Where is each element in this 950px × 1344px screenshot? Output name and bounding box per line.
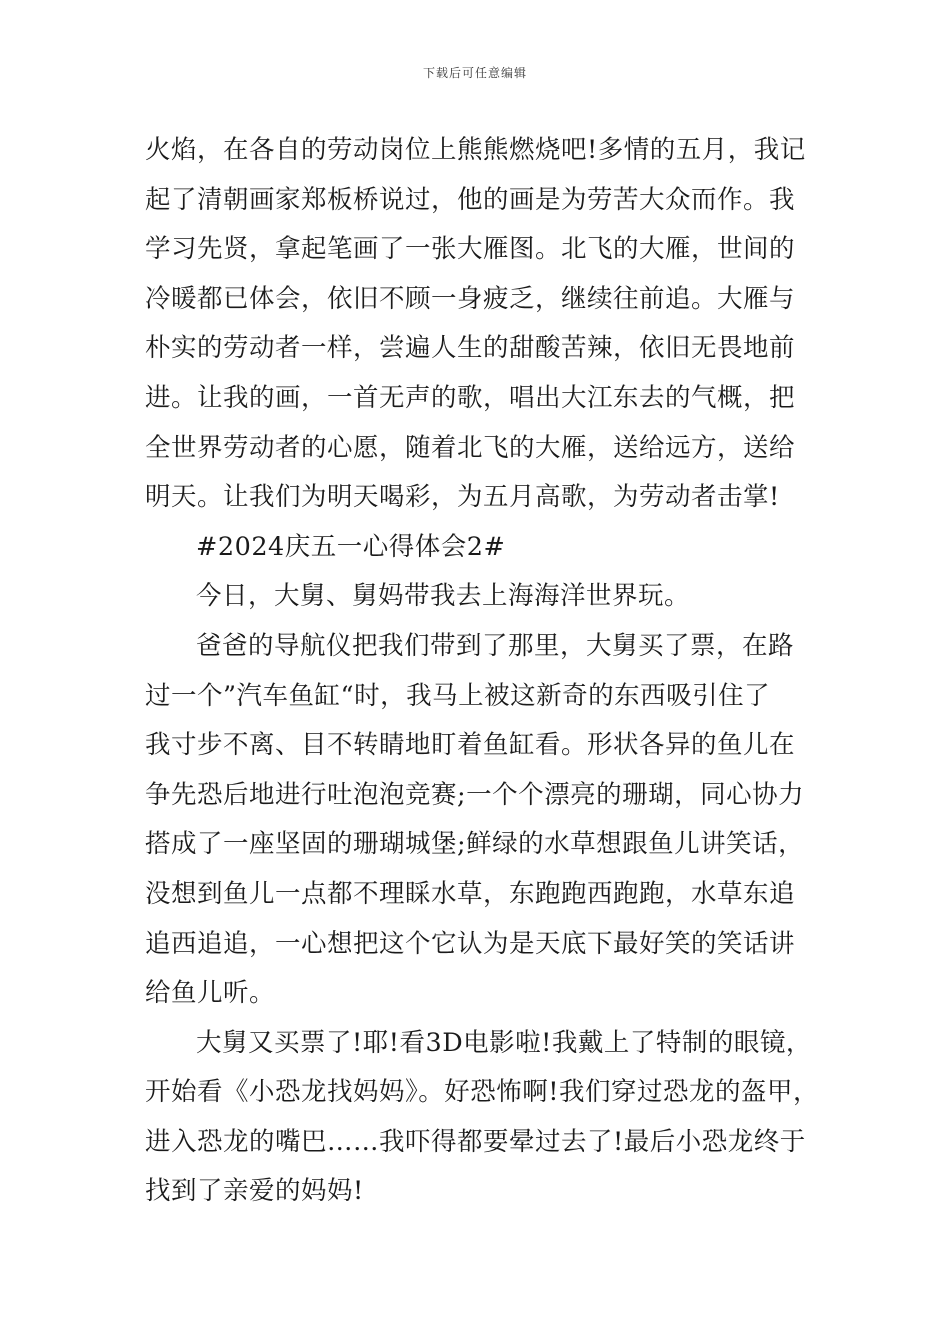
text-line: 起了清朝画家郑板桥说过，他的画是为劳苦大众而作。我 [145, 184, 796, 215]
text-line: 开始看《小恐龙找妈妈》。好恐怖啊!我们穿过恐龙的盔甲， [145, 1077, 819, 1108]
text-line: 进。让我的画，一首无声的歌，唱出大江东去的气概，把 [145, 382, 796, 413]
text-line: 我寸步不离、目不转睛地盯着鱼缸看。形状各异的鱼儿在 [145, 730, 796, 761]
text-line: 大舅又买票了!耶!看3D电影啦!我戴上了特制的眼镜， [196, 1027, 812, 1058]
text-line: 搭成了一座坚固的珊瑚城堡;鲜绿的水草想跟鱼儿讲笑话， [145, 829, 805, 860]
text-line: #2024庆五一心得体会2# [196, 531, 506, 562]
text-line: 冷暖都已体会，依旧不顾一身疲乏，继续往前追。大雁与 [145, 283, 796, 314]
text-line: 过一个”汽车鱼缸“时，我马上被这新奇的东西吸引住了 [145, 680, 771, 711]
text-line: 明天。让我们为明天喝彩，为五月高歌，为劳动者击掌! [145, 482, 780, 513]
text-line: 学习先贤，拿起笔画了一张大雁图。北飞的大雁，世间的 [145, 234, 796, 265]
text-line: 爸爸的导航仪把我们带到了那里，大舅买了票，在路 [196, 630, 795, 661]
text-line: 朴实的劳动者一样，尝遍人生的甜酸苦辣，依旧无畏地前 [145, 333, 796, 364]
text-line: 没想到鱼儿一点都不理睬水草，东跑跑西跑跑，水草东追 [145, 878, 796, 909]
text-line: 进入恐龙的嘴巴……我吓得都要晕过去了!最后小恐龙终于 [145, 1126, 806, 1157]
text-line: 今日，大舅、舅妈带我去上海海洋世界玩。 [196, 581, 691, 612]
text-line: 争先恐后地进行吐泡泡竞赛;一个个漂亮的珊瑚，同心协力 [145, 779, 805, 810]
text-line: 火焰，在各自的劳动岗位上熊熊燃烧吧!多情的五月，我记 [145, 135, 806, 165]
text-line: 全世界劳动者的心愿，随着北飞的大雁，送给远方，送给 [145, 432, 796, 463]
header-note: 下载后可任意编辑 [422, 66, 527, 80]
text-line: 找到了亲爱的妈妈! [145, 1176, 364, 1207]
text-line: 追西追追，一心想把这个它认为是天底下最好笑的笑话讲 [145, 928, 796, 959]
text-line: 给鱼儿听。 [145, 978, 276, 1009]
body-text [145, 126, 819, 1217]
